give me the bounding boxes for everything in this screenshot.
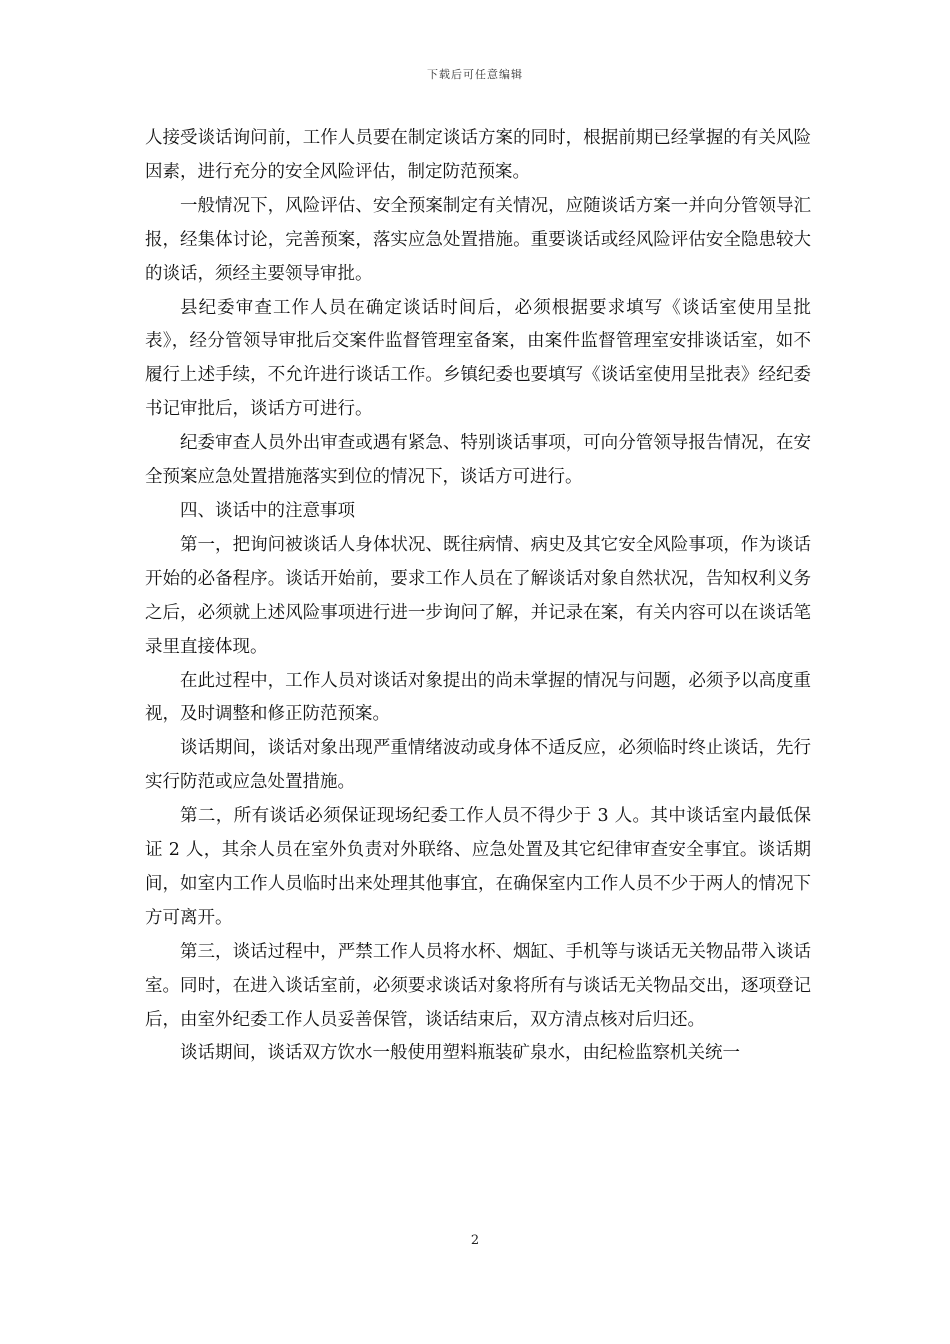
paragraph: 在此过程中，工作人员对谈话对象提出的尚未掌握的情况与问题，必须予以高度重视，及时调整和修正防范预案。 bbox=[145, 670, 811, 725]
paragraph: 第二，所有谈话必须保证现场纪委工作人员不得少于 3 人。其中谈话室内最低保证 2 人，其余人员在室外负责对外联络、应急处置及其它纪律审查安全事宜。谈话期间，如室内工作人员临时出来处理其他事宜，在确保室内工作人员不少于两人的情况下方可离开。 bbox=[145, 806, 811, 928]
page-number: 2 bbox=[470, 1233, 480, 1248]
paragraph: 纪委审查人员外出审查或遇有紧急、特别谈话事项，可向分管领导报告情况，在安全预案应急处置措施落实到位的情况下，谈话方可进行。 bbox=[145, 433, 811, 488]
paragraph: 第三，谈话过程中，严禁工作人员将水杯、烟缸、手机等与谈话无关物品带入谈话室。同时，在进入谈话室前，必须要求谈话对象将所有与谈话无关物品交出，逐项登记后，由室外纪委工作人员妥善保管，谈话结束后，双方清点核对后归还。 bbox=[145, 941, 811, 1030]
paragraph: 一般情况下，风险评估、安全预案制定有关情况，应随谈话方案一并向分管领导汇报，经集体讨论，完善预案，落实应急处置措施。重要谈话或经风险评估安全隐患较大的谈话，须经主要领导审批。 bbox=[145, 195, 811, 284]
paragraph: 谈话期间，谈话对象出现严重情绪波动或身体不适反应，必须临时终止谈话，先行实行防范或应急处置措施。 bbox=[145, 738, 811, 793]
page-header-note: 下载后可任意编辑 bbox=[427, 68, 523, 81]
paragraph: 人接受谈话询问前，工作人员要在制定谈话方案的同时，根据前期已经掌握的有关风险因素，进行充分的安全风险评估，制定防范预案。 bbox=[145, 128, 811, 182]
paragraph: 县纪委审查工作人员在确定谈话时间后，必须根据要求填写《谈话室使用呈批表》，经分管领导审批后交案件监督管理室备案，由案件监督管理室安排谈话室，如不履行上述手续，不允许进行谈话工作。乡镇纪委也要填写《谈话室使用呈批表》经纪委书记审批后，谈话方可进行。 bbox=[145, 297, 811, 420]
paragraph: 四、谈话中的注意事项 bbox=[180, 500, 355, 521]
paragraph: 谈话期间，谈话双方饮水一般使用塑料瓶装矿泉水，由纪检监察机关统一 bbox=[180, 1043, 740, 1064]
paragraph: 第一，把询问被谈话人身体状况、既往病情、病史及其它安全风险事项，作为谈话开始的必备程序。谈话开始前，要求工作人员在了解谈话对象自然状况，告知权利义务之后，必须就上述风险事项进行进一步询问了解，并记录在案，有关内容可以在谈话笔录里直接体现。 bbox=[145, 534, 811, 657]
document-body bbox=[145, 122, 811, 1071]
